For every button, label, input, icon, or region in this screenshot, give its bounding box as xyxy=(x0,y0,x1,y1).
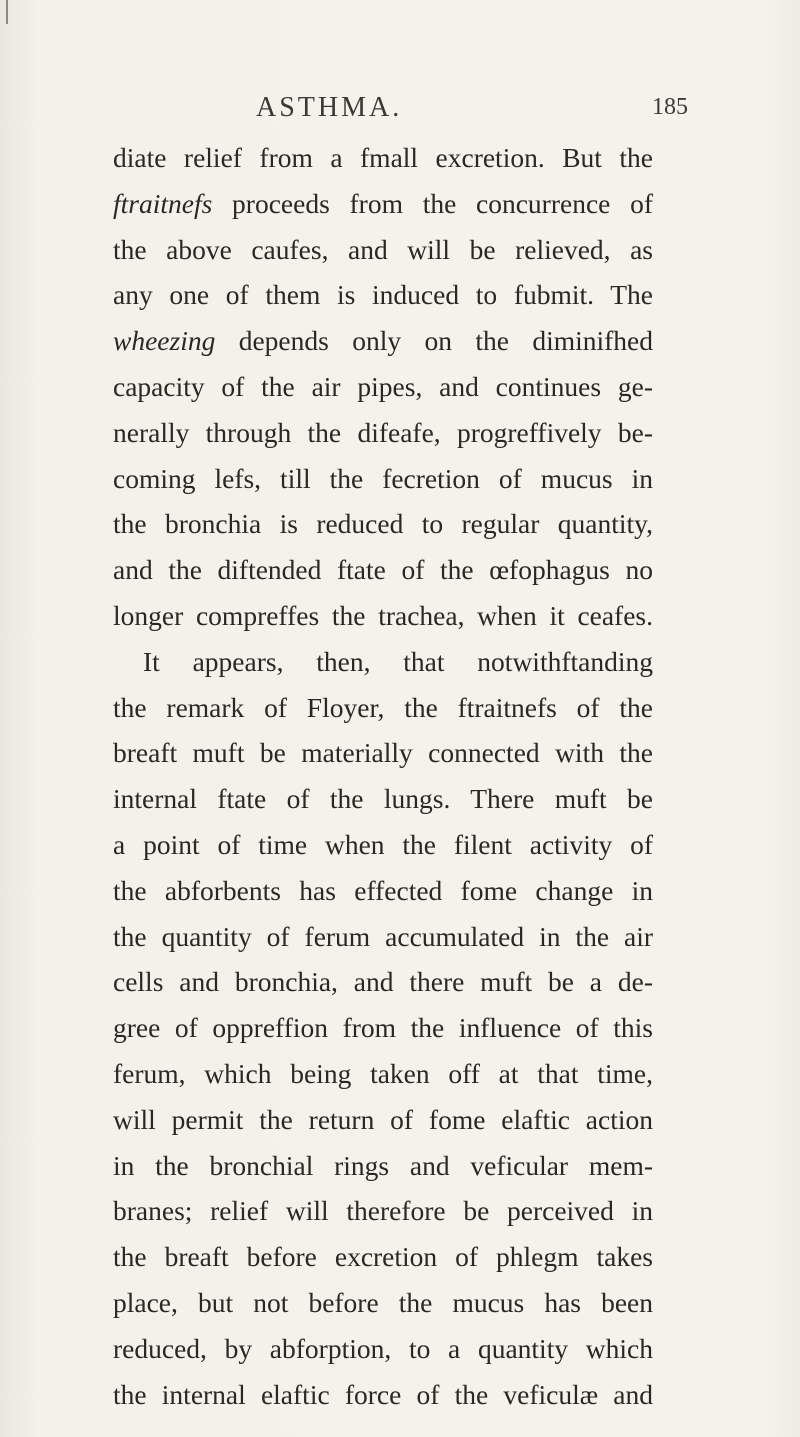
text-line: and the diftended ftate of the œfophagus no xyxy=(113,554,653,586)
text-line: It appears, then, that notwithftanding xyxy=(143,645,653,677)
text-line: internal ftate of the lungs. There muft be xyxy=(113,783,653,815)
text-line: place, but not before the mucus has been xyxy=(113,1286,653,1318)
text-line: any one of them is induced to fubmit. The xyxy=(113,279,653,311)
text-line: in the bronchial rings and veficular mem- xyxy=(113,1149,653,1181)
text-line: breaft muft be materially connected with the xyxy=(113,737,653,769)
text-line: gree of oppreffion from the influence of this xyxy=(113,1012,653,1044)
running-head: ASTHMA. xyxy=(256,92,403,123)
text-line: wheezing depends only on the diminifhed xyxy=(113,325,653,357)
text-line: nerally through the difeafe, progreffively be- xyxy=(113,416,653,448)
italic-term: wheezing xyxy=(113,325,216,357)
text-line: cells and bronchia, and there muft be a de- xyxy=(113,966,653,998)
text-line: coming lefs, till the fecretion of mucus in xyxy=(113,462,653,494)
text-line: the abforbents has effected fome change in xyxy=(113,874,653,906)
page-header xyxy=(0,82,800,122)
text-line: will permit the return of fome elaftic action xyxy=(113,1103,653,1135)
text-line: ferum, which being taken off at that time, xyxy=(113,1057,653,1089)
text-line: reduced, by abforption, to a quantity which xyxy=(113,1332,653,1364)
italic-term: ftraitnefs xyxy=(113,187,213,219)
text-line: the remark of Floyer, the ftraitnefs of the xyxy=(113,691,653,723)
text-line: longer compreffes the trachea, when it ceafes. xyxy=(113,599,653,631)
body-text xyxy=(113,135,653,1417)
page-number: 185 xyxy=(652,94,688,120)
text-line: capacity of the air pipes, and continues ge- xyxy=(113,370,653,402)
page-edge-mark xyxy=(6,0,8,24)
text-line: a point of time when the filent activity of xyxy=(113,828,653,860)
text-line: branes; relief will therefore be perceived in xyxy=(113,1195,653,1227)
text-line: the above caufes, and will be relieved, as xyxy=(113,233,653,265)
text-line: diate relief from a fmall excretion. But the xyxy=(113,142,653,173)
text-line: ftraitnefs proceeds from the concurrence of xyxy=(113,187,653,219)
text-line: the breaft before excretion of phlegm takes xyxy=(113,1241,653,1273)
text-line: the bronchia is reduced to regular quantity, xyxy=(113,508,653,540)
text-line: the quantity of ferum accumulated in the air xyxy=(113,920,653,952)
text-line: the internal elaftic force of the veficulæ and xyxy=(113,1378,653,1410)
